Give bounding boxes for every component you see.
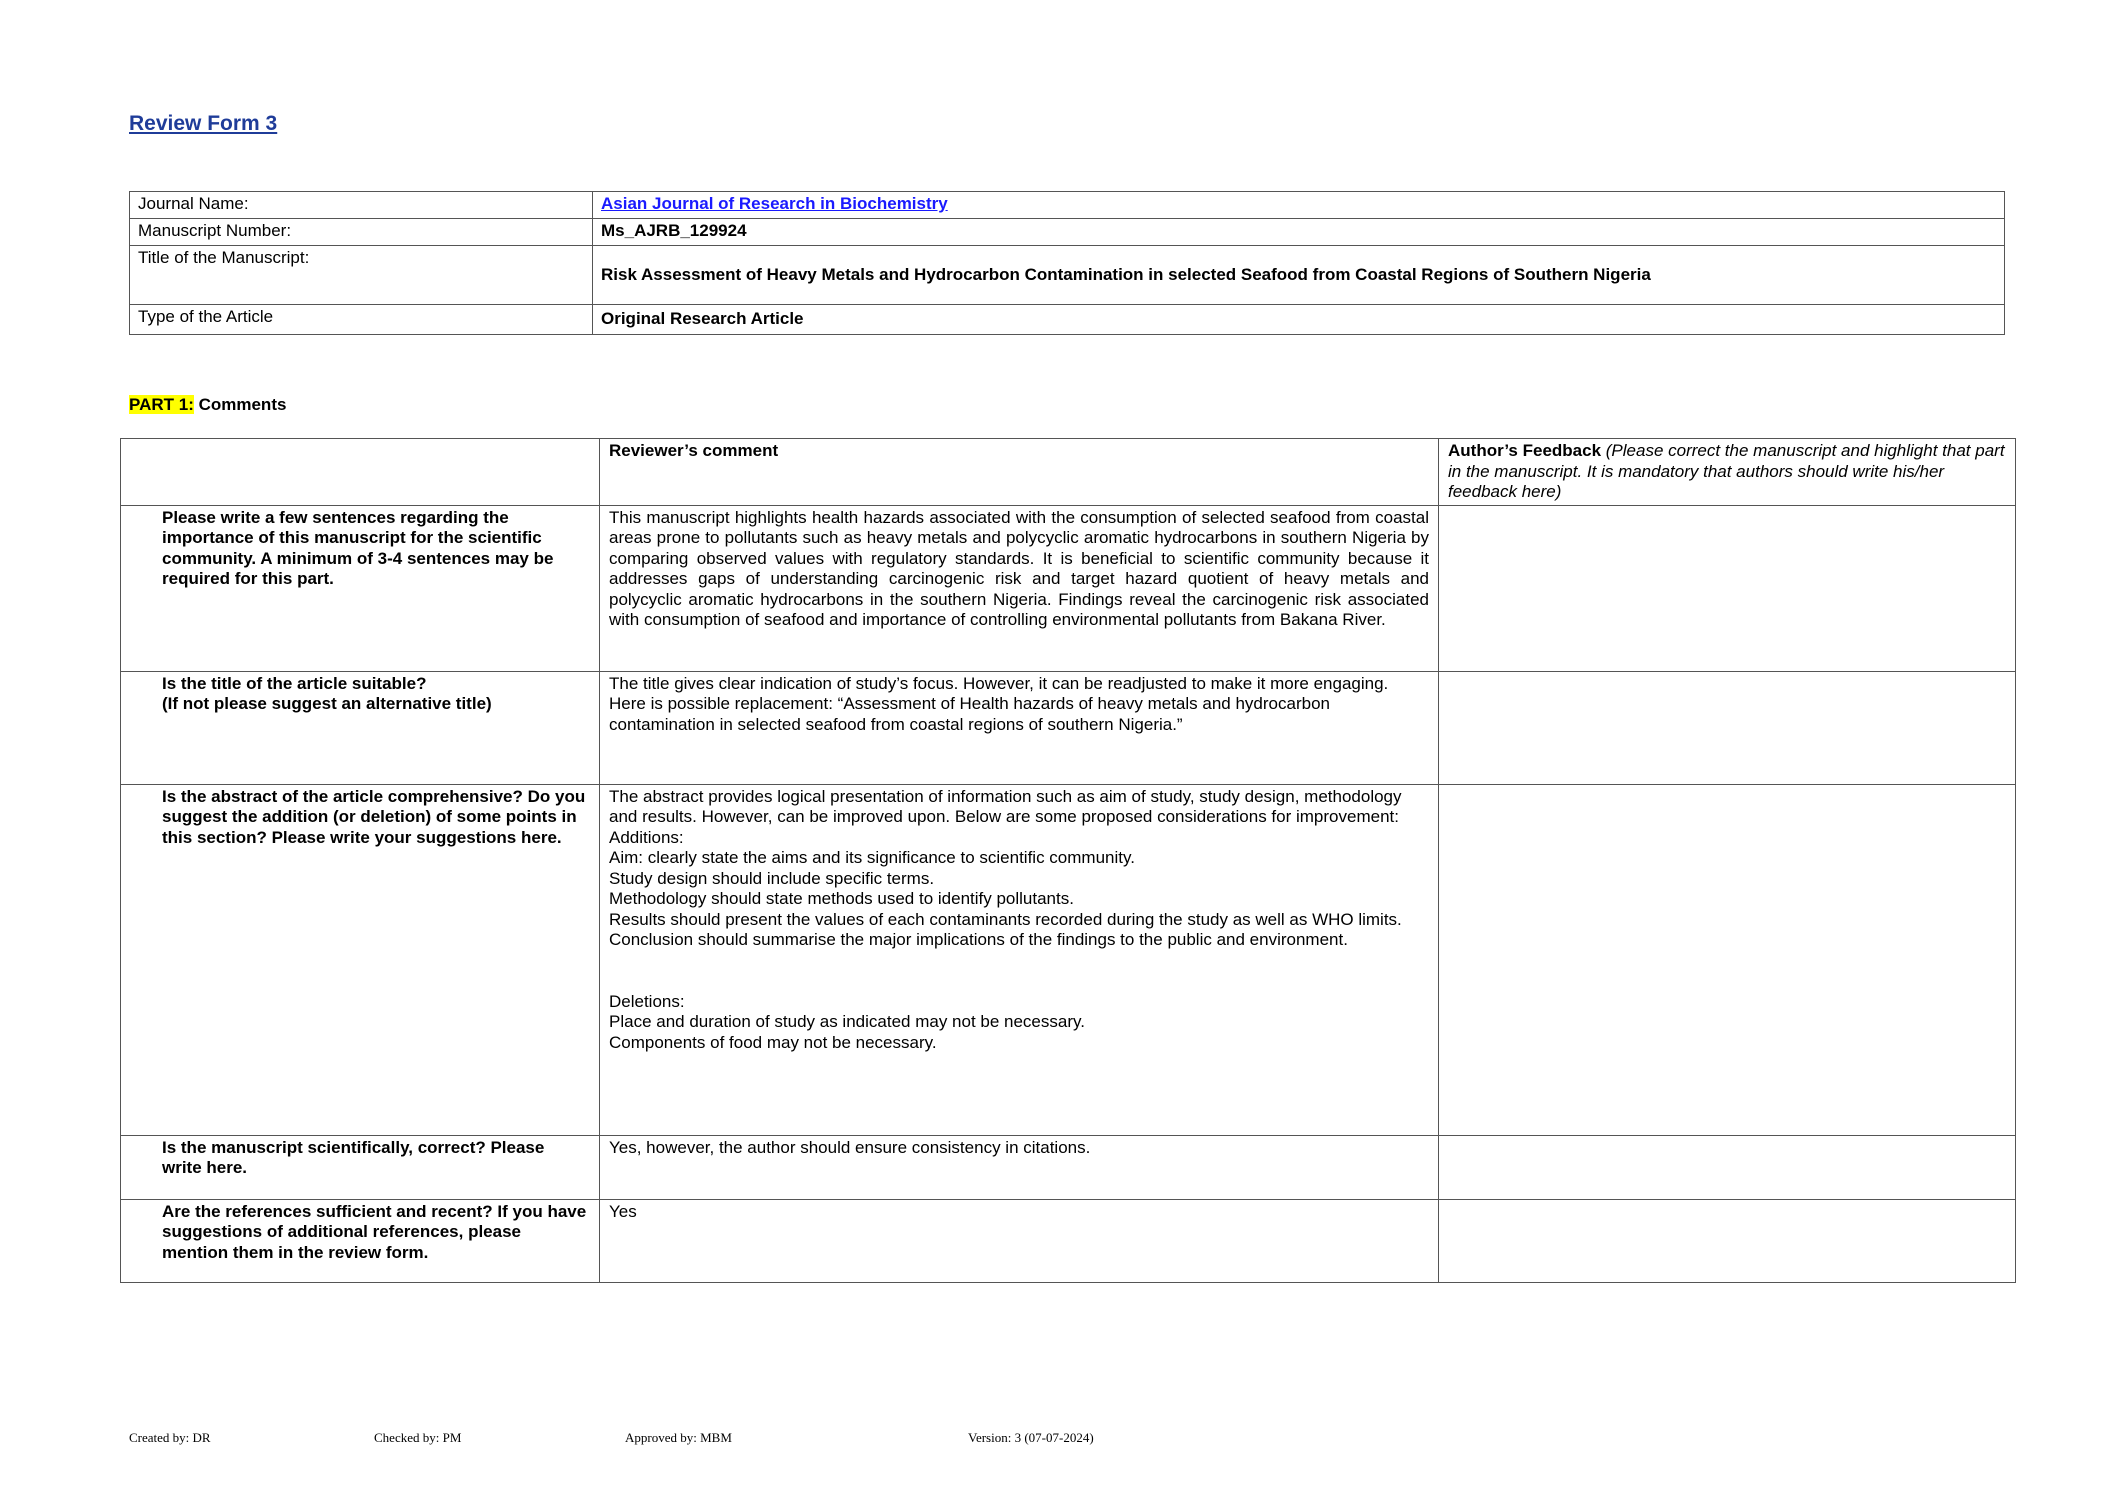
author-feedback-cell[interactable] bbox=[1439, 784, 2016, 1135]
comment-line: Study design should include specific terms. bbox=[609, 868, 935, 888]
comment-line: Components of food may not be necessary. bbox=[609, 1032, 937, 1052]
comment-line bbox=[609, 971, 1429, 992]
table-header-row bbox=[121, 439, 2016, 506]
table-row bbox=[121, 1135, 2016, 1199]
author-feedback-cell[interactable] bbox=[1439, 505, 2016, 671]
footer-approved: Approved by: MBM bbox=[625, 1430, 732, 1445]
comment-line: Results should present the values of each contaminants recorded during the study as well as WHO limits. bbox=[609, 909, 1402, 929]
question: Is the abstract of the article comprehensive? Do you suggest the addition (or deletion) of some points in this section? Please write your suggestions here. bbox=[121, 784, 600, 1135]
table-row bbox=[121, 505, 2016, 671]
reviewer-comment bbox=[600, 1135, 1439, 1199]
ms-title-label: Title of the Manuscript: bbox=[130, 246, 593, 305]
footer-checked: Checked by: PM bbox=[374, 1430, 462, 1445]
author-feedback-cell[interactable] bbox=[1439, 671, 2016, 784]
comment-line: Additions: bbox=[609, 827, 684, 847]
comment-line: Yes, however, the author should ensure consistency in citations. bbox=[609, 1137, 1091, 1157]
journal-link[interactable]: Asian Journal of Research in Biochemistry bbox=[601, 194, 948, 213]
comment-line: The abstract provides logical presentation of information such as aim of study, study design, methodology and results. However, can be improved upon. Below are some proposed considerations for improvement: bbox=[609, 786, 1402, 826]
ms-number-label: Manuscript Number: bbox=[130, 219, 593, 246]
question: Are the references sufficient and recent? If you have suggestions of additional references, please mention them in the review form. bbox=[121, 1199, 600, 1282]
form-title: Review Form 3 bbox=[129, 112, 278, 135]
article-type: Original Research Article bbox=[593, 305, 2005, 335]
footer-created: Created by: DR bbox=[129, 1430, 211, 1445]
ms-title: Risk Assessment of Heavy Metals and Hydrocarbon Contamination in selected Seafood from Coastal Regions of Southern Nigeria bbox=[593, 246, 2005, 305]
comment-line: The title gives clear indication of study’s focus. However, it can be readjusted to make it more engaging. bbox=[609, 673, 1389, 693]
author-feedback-instructions: (Please correct the manuscript and highlight that part in the manuscript. It is mandatory that authors should write his/her feedback here) bbox=[1448, 441, 2005, 501]
article-type-label: Type of the Article bbox=[130, 305, 593, 335]
reviewer-comment bbox=[600, 1199, 1439, 1282]
journal-label: Journal Name: bbox=[130, 192, 593, 219]
reviewer-comment bbox=[600, 505, 1439, 671]
part-title: Comments bbox=[193, 395, 287, 414]
reviewer-comment-header: Reviewer’s comment bbox=[600, 439, 1439, 506]
question: Is the title of the article suitable? (If not please suggest an alternative title) bbox=[121, 671, 600, 784]
table-row bbox=[121, 1199, 2016, 1282]
table-row bbox=[121, 784, 2016, 1135]
footer-version: Version: 3 (07-07-2024) bbox=[968, 1430, 1094, 1445]
reviewer-comment bbox=[600, 671, 1439, 784]
comment-line bbox=[609, 951, 1429, 972]
author-feedback-cell[interactable] bbox=[1439, 1199, 2016, 1282]
comment-line: Conclusion should summarise the major implications of the findings to the public and environment. bbox=[609, 930, 1348, 949]
comment-line: Yes bbox=[609, 1201, 637, 1221]
manuscript-info-table bbox=[129, 191, 2005, 335]
part-label: PART 1: bbox=[129, 395, 194, 414]
table-row bbox=[121, 671, 2016, 784]
comment-line: Place and duration of study as indicated may not be necessary. bbox=[609, 1012, 1085, 1031]
question: Please write a few sentences regarding the importance of this manuscript for the scientific community. A minimum of 3-4 sentences may be required for this part. bbox=[121, 505, 600, 671]
comments-table bbox=[120, 438, 2016, 1283]
comment-line: Deletions: bbox=[609, 991, 685, 1011]
comment-line: Methodology should state methods used to identify pollutants. bbox=[609, 889, 1074, 908]
reviewer-comment bbox=[600, 784, 1439, 1135]
author-feedback-header: Author’s Feedback bbox=[1448, 441, 1602, 460]
comment-line: Aim: clearly state the aims and its significance to scientific community. bbox=[609, 848, 1135, 867]
comment-line: Here is possible replacement: “Assessment of Health hazards of heavy metals and hydrocarbon contamination in selected seafood from coastal regions of southern Nigeria.” bbox=[609, 694, 1330, 734]
part-heading bbox=[129, 395, 286, 416]
ms-number: Ms_AJRB_129924 bbox=[593, 219, 2005, 246]
question: Is the manuscript scientifically, correct? Please write here. bbox=[121, 1135, 600, 1199]
comment-line: This manuscript highlights health hazards associated with the consumption of selected seafood from coastal areas prone to pollutants such as heavy metals and polycyclic aromatic hydrocarbons in southern Nigeria by comparing observed values with regulatory standards. It is beneficial to scientific community because it addresses gaps of understanding carcinogenic risk and target hazard quotient of heavy metals and polycyclic aromatic hydrocarbons in the southern Nigeria. Findings reveal the carcinogenic risk associated with consumption of seafood and importance of controlling environmental pollutants from Bakana River. bbox=[609, 507, 1429, 629]
author-feedback-cell[interactable] bbox=[1439, 1135, 2016, 1199]
